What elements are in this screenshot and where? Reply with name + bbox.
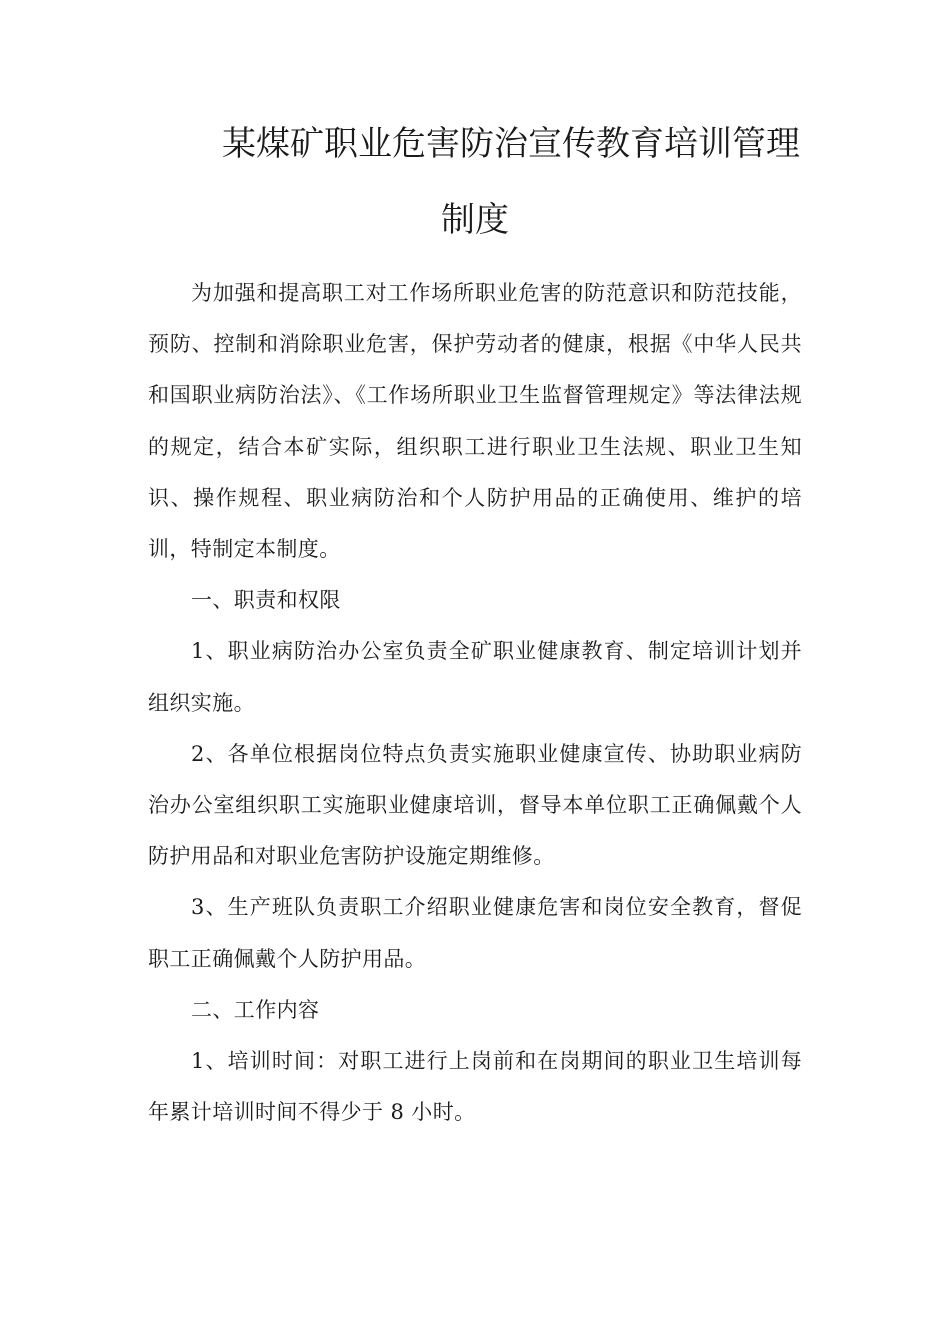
- work-content-item-1: 1、培训时间：对职工进行上岗前和在岗期间的职业卫生培训每年累计培训时间不得少于 8 小时。: [148, 1049, 802, 1125]
- responsibility-item-3: 3、生产班队负责职工介绍职业健康危害和岗位安全教育，督促职工正确佩戴个人防护用品。: [148, 895, 802, 971]
- section-heading-responsibilities: 一、职责和权限: [191, 588, 341, 613]
- intro-paragraph: 为加强和提高职工对工作场所职业危害的防范意识和防范技能，预防、控制和消除职业危害，保护劳动者的健康，根据《中华人民共和国职业病防治法》、《工作场所职业卫生监督管理规定》等法律法规的规定，结合本矿实际，组织职工进行职业卫生法规、职业卫生知识、操作规程、职业病防治和个人防护用品的正确使用、维护的培训，特制定本制度。: [148, 281, 802, 562]
- responsibility-item-2: 2、各单位根据岗位特点负责实施职业健康宣传、协助职业病防治办公室组织职工实施职业健康培训，督导本单位职工正确佩戴个人防护用品和对职业危害防护设施定期维修。: [148, 741, 802, 869]
- document-title-line-1: 某煤矿职业危害防治宣传教育培训管理: [222, 124, 800, 164]
- responsibility-item-1: 1、职业病防治办公室负责全矿职业健康教育、制定培训计划并组织实施。: [148, 639, 802, 715]
- document-title-line-2: 制度: [441, 200, 509, 240]
- document-body: [148, 268, 802, 1138]
- section-heading-work-content: 二、工作内容: [191, 997, 320, 1022]
